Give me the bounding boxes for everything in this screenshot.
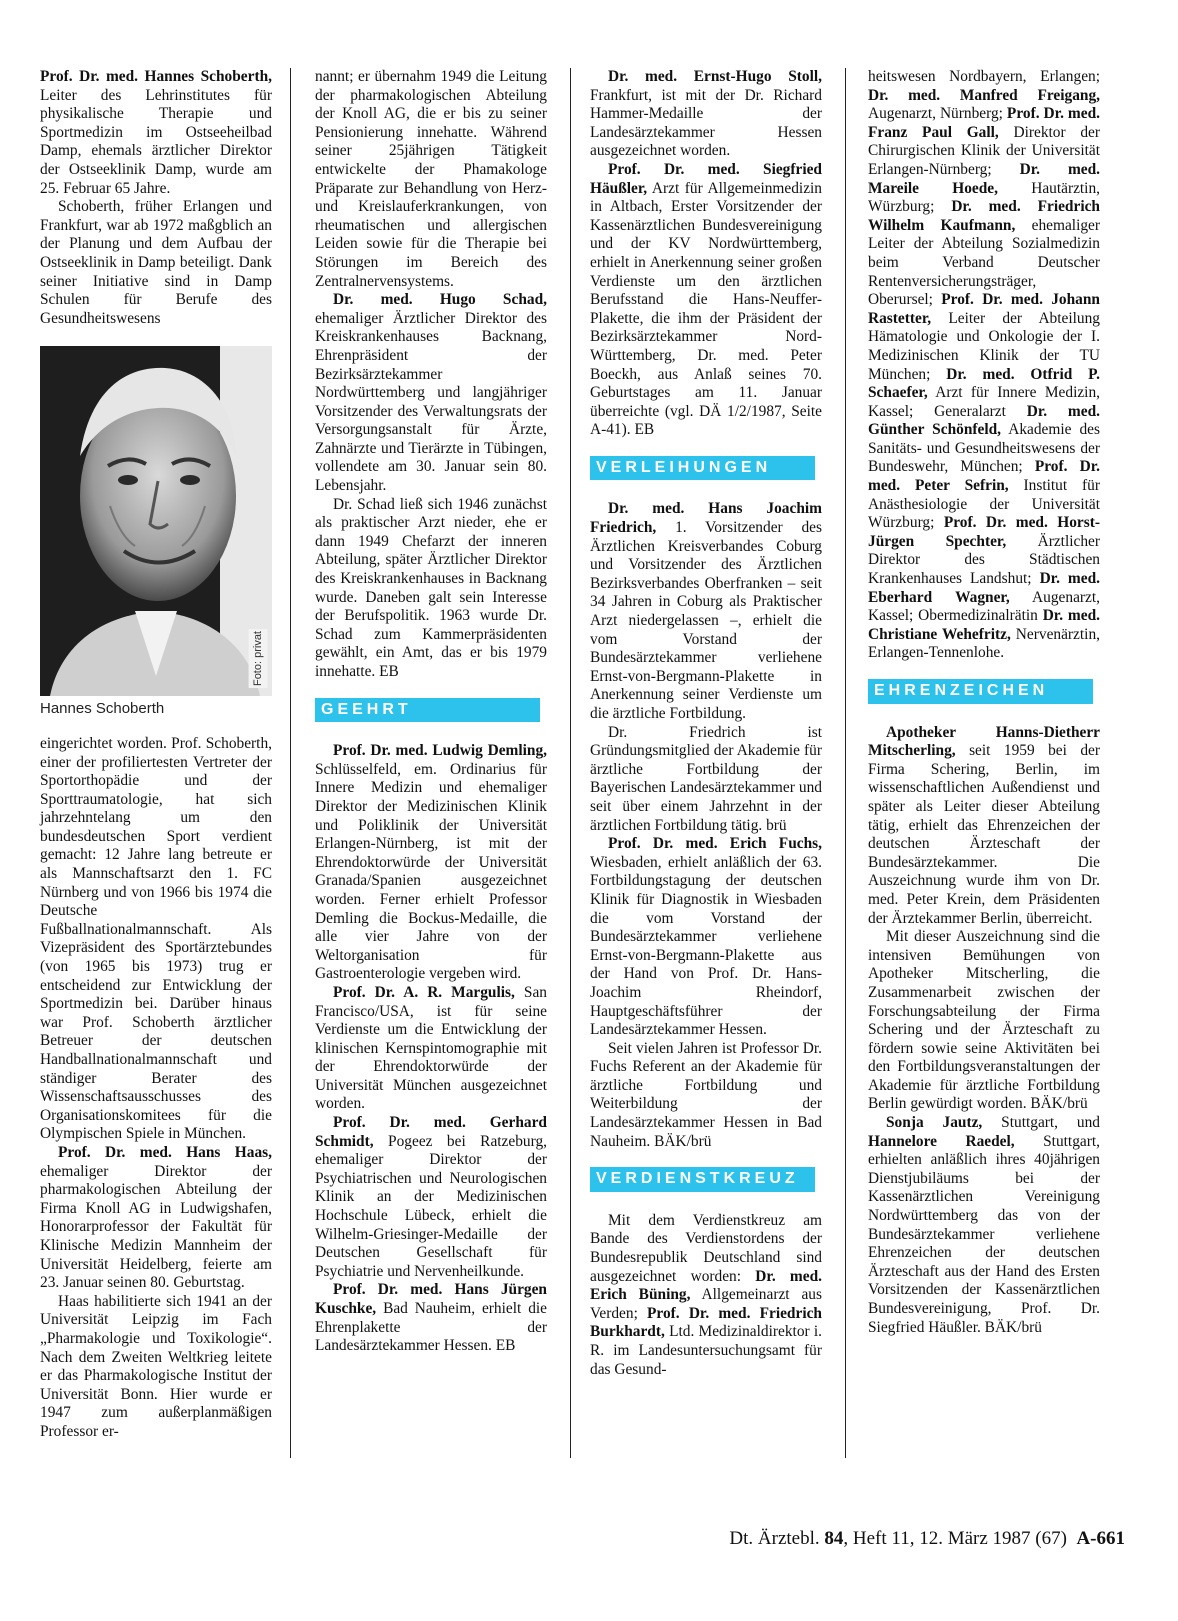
portrait-photo xyxy=(40,346,272,696)
column-1-intro xyxy=(40,68,272,328)
column-divider xyxy=(290,68,291,1458)
paragraph: Prof. Dr. med. Gerhard Schmidt, Pogeez bei Ratzeburg, ehemaliger Direktor der Psychiatrischen und Neurologischen Klinik an der Medizinischen Hochschule Lübeck, erhielt die Wilhelm-Griesinger-Medaille der Deutschen Gesellschaft für Psychiatrie und Nervenheilkunde. xyxy=(315,1114,547,1280)
paragraph: Mit dem Verdienstkreuz am Bande des Verdienstordens der Bundesrepublik Deutschland sind ausgezeichnet worden: Dr. med. Erich Büning, Allgemeinarzt aus Verden; Prof. Dr. med. Friedrich Burkhardt, Ltd. Medizinaldirektor i. R. im Landesuntersuchungsamt für das Gesund- xyxy=(590,1211,822,1378)
paragraph: Prof. Dr. A. R. Margulis, San Francisco/USA, ist für seine Verdienste um die Entwicklung der klinischen Kernspintomographie mit der Ehrendoktorwürde der Universität München ausgezeichnet worden. xyxy=(315,983,548,1113)
photo-credit: Foto: privat xyxy=(249,629,268,688)
column-divider xyxy=(845,68,846,1458)
paragraph: Prof. Dr. med. Siegfried Häußler, Arzt für Allgemeinmedizin in Altbach, Erster Vorsitzender der Kassenärztlichen Bundesvereinigung und der KV Nordwürttemberg, erhielt in Anerkennung seiner großen Verdienste um den ärztlichen Berufsstand die Hans-Neuffer-Plakette, die ihm der Präsident der Bezirksärztekammer Nord-Württemberg, Dr. med. Peter Boeckh, aus Anlaß seines 70. Geburtstages am 11. Januar überreichte (vgl. DÄ 1/2/1987, Seite A-41). EB xyxy=(590,160,822,439)
section-heading-ehrenzeichen: EHRENZEICHEN xyxy=(868,679,1093,704)
paragraph: Sonja Jautz, Stuttgart, und Hannelore Raedel, Stuttgart, erhielten anläßlich ihres 40jährigen Dienstjubiläums bei der Kassenärztlichen Vereinigung Nordwürttemberg das von der Bundesärztekammer verliehene Ehrenzeichen der deutschen Ärzteschaft aus der Hand des Ersten Vorsitzenden der Kassenärztlichen Bundesvereinigung, Prof. Dr. Siegfried Häußler. BÄK/brü xyxy=(868,1114,1100,1336)
section-heading-geehrt: GEEHRT xyxy=(315,698,540,723)
paragraph: nannt; er übernahm 1949 die Leitung der pharmakologischen Abteilung der Knoll AG, die er bis zu seiner Pensionierung innehatte. Während seiner 25jährigen Tätigkeit entwickelte der Phamakologe Präparate zur Behandlung von Herz- und Kreislauferkrankungen, von rheumatischen und allergischen Leiden sowie für die Therapie bei Störungen im Bereich des Zentralnervensystems. xyxy=(315,68,547,290)
column-4 xyxy=(868,68,1100,1337)
paragraph: eingerichtet worden. Prof. Schoberth, einer der profiliertesten Vertreter der Sportorthopädie und der Sporttraumatologie, hat sich jahrzehntelang um den bundesdeutschen Sport verdient gemacht: 12 Jahre lang betreute er als Mannschaftsarzt den 1. FC Nürnberg und von 1966 bis 1974 die Deutsche Fußballnationalmannschaft. Als Vizepräsident des Sportärztebundes (von 1965 bis 1973) trug er entscheidend zur Entwicklung der Sportmedizin bei. Darüber hinaus war Prof. Schoberth ärztlicher Betreuer der deutschen Handballnationalmannschaft und ständiger Berater des Wissenschaftsausschusses des Organisationskomitees für die Olympischen Spiele in München. xyxy=(40,734,272,1143)
paragraph: Dr. Schad ließ sich 1946 zunächst als praktischer Arzt nieder, ehe er dann 1949 Chefarzt der inneren Abteilung, später Ärztlicher Direktor des Kreiskrankenhauses in Backnang wurde. Daneben galt sein Interesse der Berufspolitik. 1963 wurde Dr. Schad zum Kammerpräsidenten gewählt, ein Amt, das er bis 1979 innehatte. EB xyxy=(315,495,547,680)
paragraph: Seit vielen Jahren ist Professor Dr. Fuchs Referent an der Akademie für ärztliche Fortbildung und Weiterbildung der Landesärztekammer Hessen in Bad Nauheim. BÄK/brü xyxy=(590,1039,822,1150)
paragraph: Mit dieser Auszeichnung sind die intensiven Bemühungen von Apotheker Mitscherling, die Zusammenarbeit zwischen der Forschungsabteilung der Firma Schering und der Ärzteschaft zu fördern sowie seine Aktivitäten bei den Fortbildungsveranstaltungen der Akademie für ärztliche Fortbildung Berlin gewürdigt worden. BÄK/brü xyxy=(868,928,1100,1113)
paragraph: Dr. med. Hans Joachim Friedrich, 1. Vorsitzender des Ärztlichen Kreisverbandes Coburg und Vorsitzender des Ärztlichen Bezirksverbandes Oberfranken – seit 34 Jahren in Coburg als Praktischer Arzt niedergelassen –, erhielt die vom Vorstand der Bundesärztekammer verliehene Ernst-von-Bergmann-Plakette in Anerkennung seiner Verdienste um die ärztliche Fortbildung. xyxy=(590,500,822,722)
paragraph: Dr. med. Hugo Schad, ehemaliger Ärztlicher Direktor des Kreiskrankenhauses Backnang, Ehrenpräsident der Bezirksärztekammer Nordwürttemberg und langjähriger Vorsitzender des Verwaltungsrats der Versorgungsanstalt für Ärzte, Zahnärzte und Tierärzte in Tübingen, vollendete am 30. Januar sein 80. Lebensjahr. xyxy=(315,291,547,495)
journal-name: Dt. Ärztebl. xyxy=(729,1528,820,1549)
column-1 xyxy=(40,68,272,1441)
paragraph: Prof. Dr. med. Hans Haas, ehemaliger Direktor der pharmakologischen Abteilung der Firma Knoll AG in Ludwigshafen, Honorarprofessor der Fakultät für Klinische Medizin Mannheim der Universität Heidelberg, feierte am 23. Januar seinen 80. Geburtstag. xyxy=(40,1143,272,1292)
column-2 xyxy=(315,68,547,1356)
paragraph: Dr. med. Ernst-Hugo Stoll, Frankfurt, ist mit der Dr. Richard Hammer-Medaille der Landesärztekammer Hessen ausgezeichnet worden. xyxy=(590,68,822,160)
paragraph: Prof. Dr. med. Erich Fuchs, Wiesbaden, erhielt anläßlich der 63. Fortbildungstagung der deutschen Klinik für Diagnostik in Wiesbaden die vom Vorstand der Bundesärztekammer verliehene Ernst-von-Bergmann-Plakette aus der Hand von Prof. Dr. Hans-Joachim Rheindorf, Hauptgeschäftsführer der Landesärztekammer Hessen. xyxy=(590,835,822,1039)
paragraph: heitswesen Nordbayern, Erlangen; Dr. med. Manfred Freigang, Augenarzt, Nürnberg; Prof. Dr. med. Franz Paul Gall, Direktor der Chirurgischen Klinik der Universität Erlangen-Nürnberg; Dr. med. Mareile Hoede, Hautärztin, Würzburg; Dr. med. Friedrich Wilhelm Kaufmann, ehemaliger Leiter der Abteilung Sozialmedizin beim Verband Deutscher Rentenversicherungsträger, Oberursel; Prof. Dr. med. Johann Rastetter, Leiter der Abteilung Hämatologie und Onkologie der I. Medizinischen Klinik der TU München; Dr. med. Otfrid P. Schaefer, Arzt für Innere Medizin, Kassel; Generalarzt Dr. med. Günther Schönfeld, Akademie des Sanitäts- und Gesundheitswesens der Bundeswehr, München; Prof. Dr. med. Peter Sefrin, Institut für Anästhesiologie der Universität Würzburg; Prof. Dr. med. Horst-Jürgen Spechter, Ärztlicher Direktor des Städtischen Krankenhauses Landshut; Dr. med. Eberhard Wagner, Augenarzt, Kassel; Obermedizinalrätin Dr. med. Christiane Wehefritz, Nervenärztin, Erlangen-Tennenlohe. xyxy=(868,68,1100,662)
photo-caption: Hannes Schoberth xyxy=(40,700,165,718)
column-divider xyxy=(570,68,571,1458)
page-number: A-661 xyxy=(1076,1528,1125,1549)
section-heading-verleihungen: VERLEIHUNGEN xyxy=(590,456,815,481)
column-1-body xyxy=(40,735,272,1442)
issue-date: , Heft 11, 12. März 1987 (67) xyxy=(843,1528,1067,1549)
column-3 xyxy=(590,68,822,1379)
journal-volume: 84 xyxy=(824,1528,844,1549)
section-heading-verdienstkreuz: VERDIENSTKREUZ xyxy=(590,1167,815,1192)
paragraph: Prof. Dr. med. Ludwig Demling, Schlüsselfeld, em. Ordinarius für Innere Medizin und ehemaliger Direktor der Medizinischen Klinik und Poliklinik der Universität Erlangen-Nürnberg, ist mit der Ehrendoktorwürde der Universität Granada/Spanien ausgezeichnet worden. Ferner erhielt Professor Demling die Bockus-Medaille, die alle vier Jahre von der Weltorganisation für Gastroenterologie vergeben wird. xyxy=(315,742,547,983)
paragraph: Prof. Dr. med. Hannes Schoberth, Leiter des Lehrinstitutes für physikalische Therapie und Sportmedizin im Ostseeheilbad Damp, ehemals ärztlicher Direktor der Ostseeklinik Damp, wurde am 25. Februar 65 Jahre. xyxy=(40,68,272,197)
paragraph: Haas habilitierte sich 1941 an der Universität Leipzig im Fach „Pharmakologie und Toxikologie“. Nach dem Zweiten Weltkrieg leitete er das Pharmakologische Institut der Universität Bonn. Hier wurde er 1947 zum außerplanmäßigen Professor er- xyxy=(40,1292,272,1440)
paragraph: Apotheker Hanns-Dietherr Mitscherling, seit 1959 bei der Firma Schering, Berlin, im wissenschaftlichen Außendienst und später als Leiter dieser Abteilung tätig, erhielt das Ehrenzeichen der deutschen Ärzteschaft der Bundesärztekammer. Die Auszeichnung wurde ihm von Dr. med. Peter Krein, dem Präsidenten der Ärztekammer Berlin, überreicht. xyxy=(868,723,1100,927)
page-footer xyxy=(605,1528,1125,1550)
paragraph: Schoberth, früher Erlangen und Frankfurt, war ab 1972 maßgblich an der Planung und dem Aufbau der Ostseeklinik in Damp beteiligt. Dank seiner Initiative sind in Damp Schulen für Berufe des Gesundheitswesens xyxy=(40,198,272,327)
paragraph: Prof. Dr. med. Hans Jürgen Kuschke, Bad Nauheim, erhielt die Ehrenplakette der Landesärztekammer Hessen. EB xyxy=(315,1281,547,1355)
paragraph: Dr. Friedrich ist Gründungsmitglied der Akademie für ärztliche Fortbildung der Bayerischen Landesärztekammer und seit über einem Jahrzehnt in der ärztlichen Fortbildung tätig. brü xyxy=(590,723,822,834)
